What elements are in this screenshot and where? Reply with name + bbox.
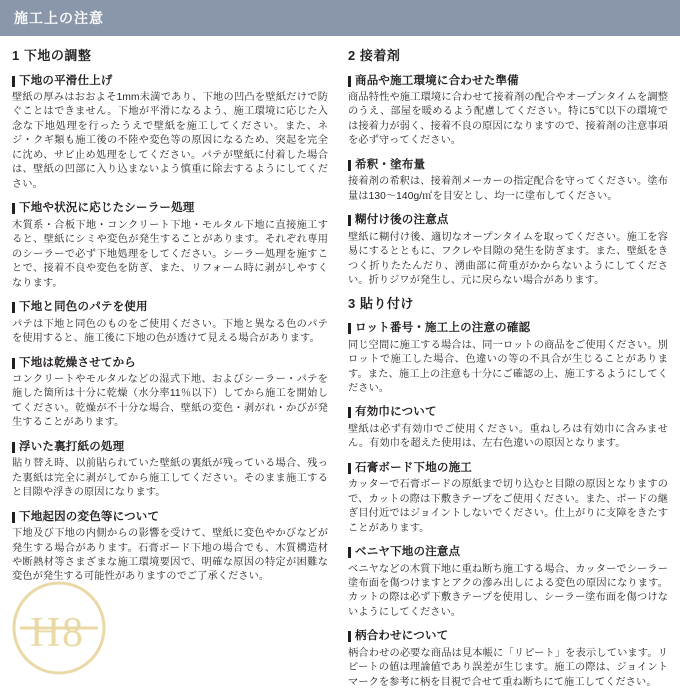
bullet-bar-icon	[348, 323, 351, 334]
subsection-heading	[12, 440, 328, 454]
subsection-heading	[348, 545, 668, 559]
bullet-bar-icon	[348, 407, 351, 418]
subsection-label: 下地と同色のパテを使用	[19, 301, 148, 314]
subsection-heading	[348, 629, 668, 643]
subsection-heading	[348, 158, 668, 172]
page-header	[0, 0, 680, 36]
subsection-label: ロット番号・施工上の注意の確認	[355, 322, 531, 335]
section-heading-2: 2 接着剤	[348, 48, 401, 63]
subsection-body: 壁紙は必ず有効巾でご使用ください。重ねしろは有効巾に含みません。有効巾を超えた使用は、左右色違いの原因となります。	[348, 423, 668, 450]
subsection-label: 石膏ボード下地の施工	[355, 461, 472, 474]
subsection-heading	[348, 213, 668, 227]
page-title: 施工上の注意	[14, 10, 104, 26]
subsection-label: ベニヤ下地の注意点	[355, 546, 461, 559]
subsection-heading	[12, 201, 328, 215]
right-column	[340, 48, 668, 688]
subsection-body: 商品特性や施工環境に合わせて接着剤の配合やオープンタイムを調整のうえ、部屋を暖めるよう配慮してください。特に5℃以下の環境では接着力が弱く、接着不良の原因になりますので、接着剤の注意事項を必ず守ってください。	[348, 91, 668, 147]
bullet-bar-icon	[348, 160, 351, 171]
bullet-bar-icon	[12, 358, 15, 369]
bullet-bar-icon	[348, 463, 351, 474]
subsection-heading	[348, 405, 668, 419]
subsection-body: 同じ空間に施工する場合は、同一ロットの商品をご使用ください。別ロットで施工した場合、色違いの等の不具合が生じることがあります。また、施工上の注意も十分にご確認の上、施工するようにしてください。	[348, 339, 668, 394]
bullet-bar-icon	[348, 215, 351, 226]
section-heading-1: 1 下地の調整	[12, 48, 92, 63]
subsection-body: 壁紙の厚みはおおよそ1mm未満であり、下地の凹凸を壁紙だけで防ぐことはできません。下地が平滑になるよう、施工環境に応じた入念な下地処理を行ったうえで壁紙を施工してください。また、ネジ・クギ類も施工後の不陸や変色等の原因になるため、突起を完全に沈め、サビ止め処理をしてください。パテが壁紙に付着した場合は、壁紙の凹部に入り込まないよう慎重に除去するようにしてください。	[12, 91, 328, 190]
subsection-heading	[348, 461, 668, 475]
subsection-body: 接着剤の希釈は、接着剤メーカーの指定配合を守ってください。塗布量は130〜140g/㎡を目安とし、均一に塗布してください。	[348, 176, 668, 202]
left-column	[12, 48, 340, 680]
svg-text:8: 8	[62, 610, 83, 656]
subsection-body: 貼り替え時、以前貼られていた壁紙の裏紙が残っている場合、残った裏紙は完全に剥がしてから施工してください。そのまま施工すると目隙や浮きの原因になります。	[12, 458, 328, 499]
subsection-body: カッターで石膏ボードの原紙まで切り込むと目隙の原因となりますので、カットの際は下敷きテープをご使用ください。また、ボードの継ぎ目付近ではジョイントしないでください。仕上がりに支障をきたすことがあります。	[348, 479, 668, 534]
subsection-label: 下地起因の変色等について	[19, 510, 160, 523]
subsection-body: 下地及び下地の内側からの影響を受けて、壁紙に変色やかびなどが発生する場合があります。石膏ボード下地の場合でも、木質構造材や断熱材等さまざまな施工環境要因で、明確な原因の特定が困難な変色が発生する可能性がありますのでご了承ください。	[12, 528, 328, 583]
subsection-body: ベニヤなどの木質下地に重ね断ち施工する場合、カッターでシーラー塗布面を傷つけますとアクの滲み出しによる変色の原因になります。カットの際は必ず下敷きテープを使用し、シーラー塗布面を傷つけないようにしてください。	[348, 563, 668, 618]
subsection-label: 糊付け後の注意点	[355, 214, 449, 227]
subsection-label: 有効巾について	[355, 406, 437, 419]
subsection-label: 柄合わせについて	[355, 630, 449, 643]
subsection-body: パテは下地と同色のものをご使用ください。下地と異なる色のパテを使用すると、施工後に下地の色が透けて見える場合があります。	[12, 318, 328, 345]
subsection-label: 商品や施工環境に合わせた準備	[355, 74, 519, 87]
content-columns	[0, 36, 680, 688]
subsection-label: 下地の平滑仕上げ	[19, 74, 113, 87]
subsection-heading	[348, 321, 668, 335]
subsection-heading	[12, 356, 328, 370]
bullet-bar-icon	[12, 442, 15, 453]
bullet-bar-icon	[348, 76, 351, 87]
subsection-body: 木質系・合板下地・コンクリート下地・モルタル下地に直接施工すると、壁紙にシミや変色が発生することがあります。それぞれ専用のシーラーで必ず下地処理をしてください。シーラー処理を施すことで、接着不良や変色を防ぎ、また、リフォーム時に剥がしやすくなります。	[12, 219, 328, 289]
subsection-label: 浮いた裏打紙の処理	[19, 440, 125, 453]
subsection-label: 下地や状況に応じたシーラー処理	[19, 202, 195, 215]
section-heading-3: 3 貼り付け	[348, 295, 414, 311]
subsection-heading	[12, 74, 328, 88]
bullet-bar-icon	[12, 512, 15, 523]
subsection-label: 下地は乾燥させてから	[19, 356, 136, 369]
svg-text:H: H	[30, 610, 61, 656]
bullet-bar-icon	[348, 547, 351, 558]
subsection-body: 壁紙に糊付け後、適切なオープンタイムを取ってください。施工を容易にするとともに、フクレや目隙の発生を防ぎます。また、壁紙をきつく折りたたんだり、湧曲部に荷重がかからないようにしてください。折りジワが発生し、元に戻らない場合があります。	[348, 231, 668, 287]
subsection-heading	[12, 300, 328, 314]
bullet-bar-icon	[12, 76, 15, 87]
subsection-body: 柄合わせの必要な商品は見本帳に「リピート」を表示しています。リピートの値は理論値であり誤差が生じます。施工の際は、ジョイントマークを参考に柄を目視で合せて重ね断ちにて施工してください。	[348, 647, 668, 688]
subsection-heading	[348, 74, 668, 88]
subsection-body: コンクリートやモルタルなどの湿式下地、およびシーラー・パテを施した箇所は十分に乾燥（水分率11％以下）してから施工を開始してください。乾燥が不十分な場合、壁紙の変色・剥がれ・かびが発生することがあります。	[12, 373, 328, 429]
bullet-bar-icon	[12, 302, 15, 313]
bullet-bar-icon	[348, 631, 351, 642]
subsection-heading	[12, 510, 328, 524]
bullet-bar-icon	[12, 203, 15, 214]
subsection-label: 希釈・塗布量	[355, 158, 426, 171]
